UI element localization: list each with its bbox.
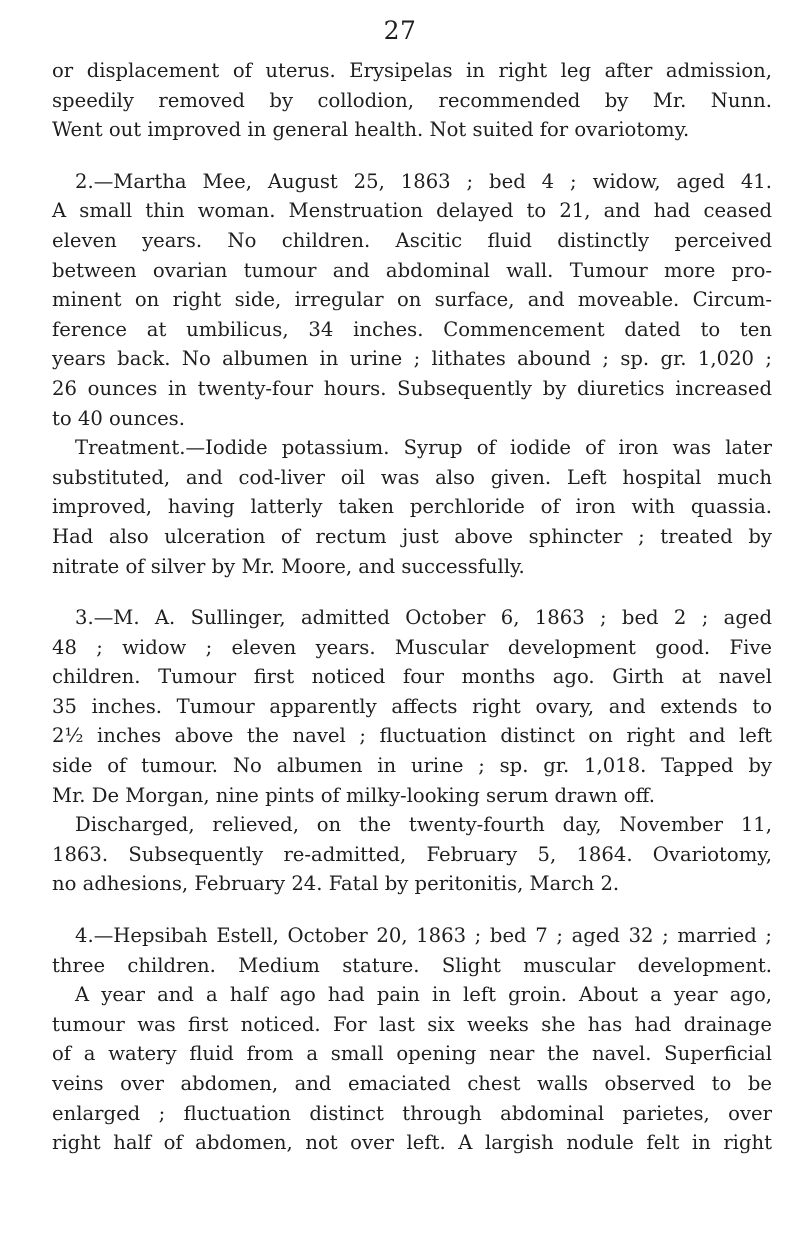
text-line: Went out improved in general health. Not suited for ovariotomy. <box>52 118 690 142</box>
text-line: right half of abdomen, not over left. A largish nodule felt in right <box>52 1131 772 1155</box>
text-line: side of tumour. No albumen in urine ; sp. gr. 1,018. Tapped by <box>52 754 772 778</box>
text-line: minent on right side, irregular on surface, and moveable. Circum- <box>52 288 772 312</box>
text-line: ference at umbilicus, 34 inches. Commencement dated to ten <box>52 317 772 341</box>
text-line: improved, having latterly taken perchloride of iron with quassia. <box>52 495 772 519</box>
paragraph-case-3 <box>52 603 772 899</box>
body-text <box>52 56 772 1158</box>
text-line: Had also ulceration of rectum just above sphincter ; treated by <box>52 524 772 548</box>
text-line: speedily removed by collodion, recommended by Mr. Nunn. <box>52 88 772 112</box>
text-line: or displacement of uterus. Erysipelas in right leg after admission, <box>52 59 772 82</box>
text-line: 35 inches. Tumour apparently affects right ovary, and extends to <box>52 694 772 718</box>
text-line: 26 ounces in twenty-four hours. Subsequently by diuretics increased <box>52 376 772 400</box>
paragraph-treatment <box>52 433 772 581</box>
text-line: 48 ; widow ; eleven years. Muscular development good. Five <box>52 635 772 659</box>
text-line: A year and a half ago had pain in left groin. About a year ago, <box>75 983 772 1007</box>
text-line: nitrate of silver by Mr. Moore, and successfully. <box>52 554 525 578</box>
text-line: tumour was first noticed. For last six weeks she has had drainage <box>52 1012 772 1036</box>
text-line: eleven years. No children. Ascitic fluid distinctly perceived <box>52 228 772 252</box>
text-line: 3.—M. A. Sullinger, admitted October 6, 1863 ; bed 2 ; aged <box>75 606 772 630</box>
text-line: veins over abdomen, and emaciated chest walls observed to be <box>52 1072 772 1095</box>
text-line: of a watery fluid from a small opening near the navel. Superficial <box>52 1042 772 1066</box>
text-line: Mr. De Morgan, nine pints of milky-looking serum drawn off. <box>52 783 655 807</box>
text-line: between ovarian tumour and abdominal wall. Tumour more pro- <box>52 258 772 282</box>
text-line: 2.—Martha Mee, August 25, 1863 ; bed 4 ; widow, aged 41. <box>75 169 772 193</box>
paragraph-continuation <box>52 56 772 145</box>
paragraph-case-4 <box>52 921 772 1158</box>
page-number: 27 <box>383 16 417 45</box>
text-line: Discharged, relieved, on the twenty-fourth day, November 11, <box>75 813 772 837</box>
text-line: children. Tumour first noticed four months ago. Girth at navel <box>52 665 772 689</box>
text-line: substituted, and cod-liver oil was also given. Left hospital much <box>52 465 772 489</box>
text-line: years back. No albumen in urine ; lithates abound ; sp. gr. 1,020 ; <box>52 347 772 371</box>
text-line: 1863. Subsequently re-admitted, February 5, 1864. Ovariotomy, <box>52 842 772 866</box>
text-line: 4.—Hepsibah Estell, October 20, 1863 ; bed 7 ; aged 32 ; married ; <box>75 924 772 948</box>
text-line: three children. Medium stature. Slight muscular development. <box>52 953 772 977</box>
text-line: 2½ inches above the navel ; fluctuation distinct on right and left <box>52 724 772 748</box>
text-line: A small thin woman. Menstruation delayed to 21, and had ceased <box>52 199 772 223</box>
paragraph-case-2 <box>52 167 772 433</box>
text-line: no adhesions, February 24. Fatal by peritonitis, March 2. <box>52 872 620 896</box>
text-line: to 40 ounces. <box>52 406 185 430</box>
text-line: Treatment.—Iodide potassium. Syrup of iodide of iron was later <box>75 436 772 460</box>
text-line: enlarged ; fluctuation distinct through abdominal parietes, over <box>52 1101 772 1125</box>
